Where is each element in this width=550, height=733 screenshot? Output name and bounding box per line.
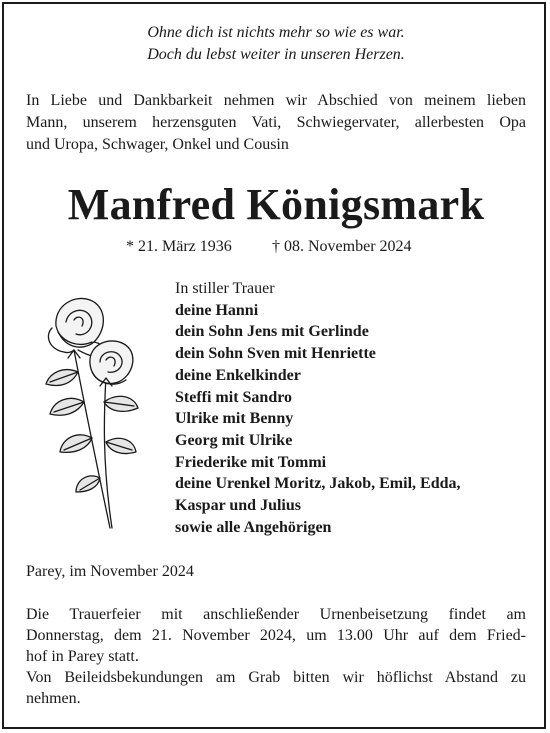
motto [4, 22, 548, 66]
place-and-date: Parey, im November 2024 [26, 563, 194, 580]
motto-line-2: Doch du lebst weiter in unseren Herzen. [147, 46, 405, 63]
mourner-entry: Steffi mit Sandro [175, 388, 293, 406]
intro-line-3: und Uropa, Schwager, Onkel und Cousin [26, 136, 289, 153]
mourners-lead: In stiller Trauer [175, 280, 275, 297]
roses-illustration-icon [34, 292, 150, 532]
mourner-entry: dein Sohn Jens mit Gerlinde [175, 323, 369, 341]
funeral-line-1: Die Trauerfeier mit anschließender Urnenbeisetzung findet am [26, 606, 526, 623]
funeral-line-5: nehmen. [26, 690, 81, 707]
mourner-entry: deine Enkelkinder [175, 366, 301, 384]
death-date: † 08. November 2024 [272, 238, 412, 255]
funeral-line-2: Donnerstag, dem 21. November 2024, um 13.00 Uhr auf dem Fried- [26, 627, 526, 644]
mourner-entry: sowie alle Angehörigen [175, 518, 332, 536]
birth-date: * 21. März 1936 [126, 238, 232, 255]
mourner-entry: Friederike mit Tommi [175, 453, 327, 471]
intro-line-2: Mann, unserem herzensguten Vati, Schwiegervater, allerbesten Opa [26, 114, 526, 131]
mourner-entry: dein Sohn Sven mit Henriette [175, 345, 376, 363]
mourner-entry: deine Hanni [175, 301, 259, 319]
intro-text [26, 90, 526, 156]
funeral-notice [26, 604, 526, 709]
motto-line-1: Ohne dich ist nichts mehr so wie es war. [147, 24, 405, 41]
intro-line-1: In Liebe und Dankbarkeit nehmen wir Abschied von meinem lieben [26, 92, 526, 109]
mourner-entry: Georg mit Ulrike [175, 431, 293, 449]
deceased-name: Manfred Königsmark [67, 180, 485, 229]
obituary-frame [2, 2, 546, 729]
funeral-line-4: Von Beileidsbekundungen am Grab bitten wir höflichst Abstand zu [26, 669, 526, 686]
mourner-entry: Kaspar und Julius [175, 497, 301, 515]
mourners-list [175, 278, 461, 538]
funeral-line-3: hof in Parey statt. [26, 648, 139, 665]
mourner-entry: Ulrike mit Benny [175, 410, 294, 428]
mourner-entry: deine Urenkel Moritz, Jakob, Emil, Edda, [175, 475, 461, 493]
